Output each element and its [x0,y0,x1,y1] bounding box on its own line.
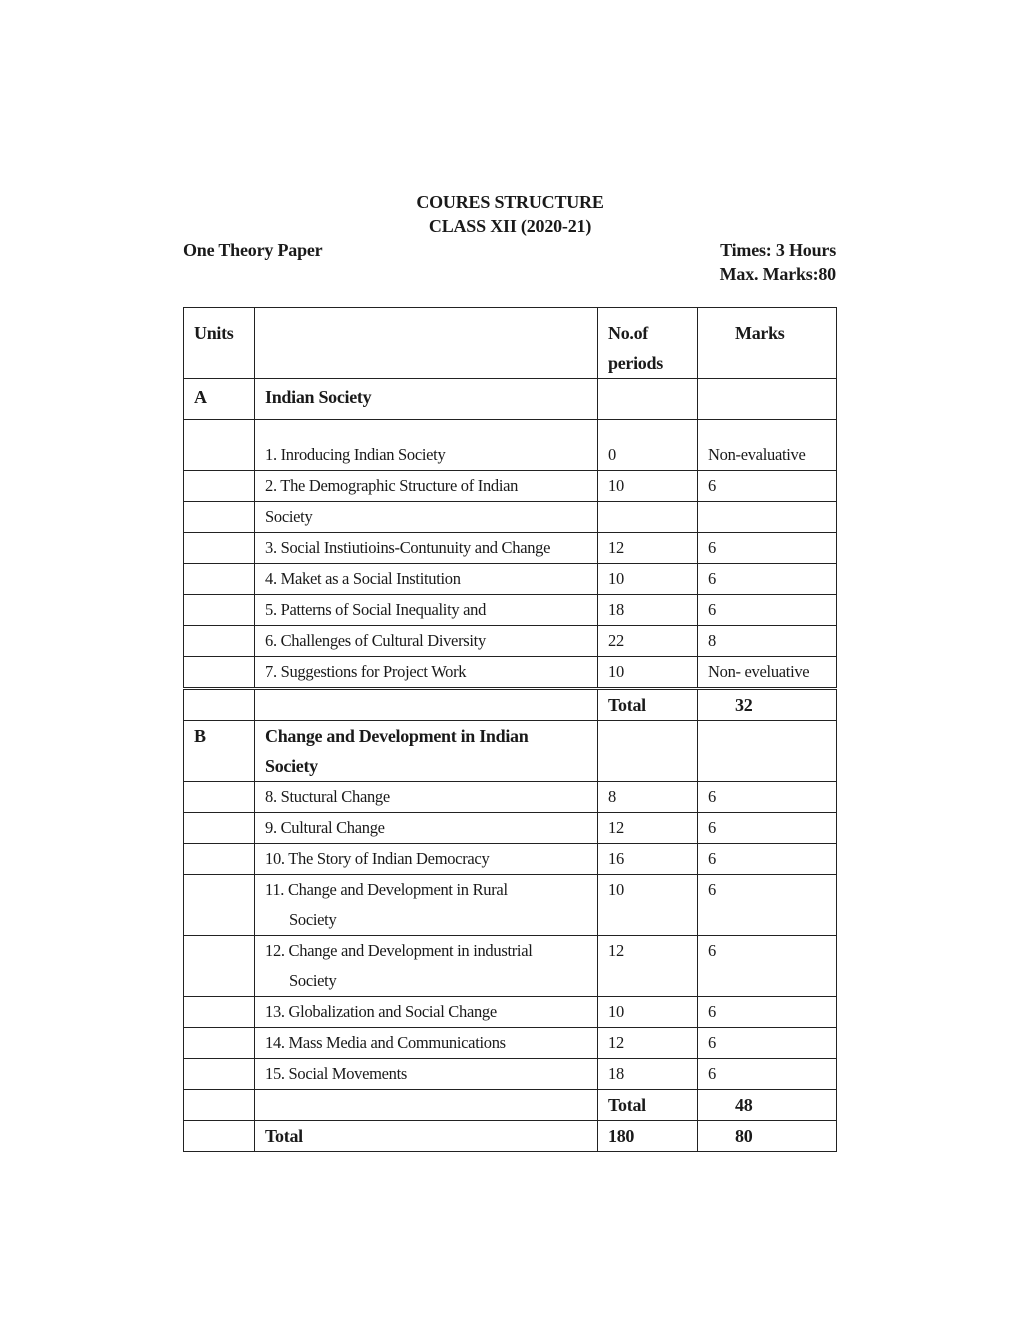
periods-cell: 12 [598,533,698,564]
periods-cell: 12 [598,813,698,844]
table-row [184,564,837,595]
topic-line1: 12. Change and Development in industrial [265,941,533,960]
topic-cell: 6. Challenges of Cultural Diversity [255,626,598,657]
unit-b-code: B [184,721,255,782]
table-header-row [184,308,837,379]
table-row [184,502,837,533]
topic-cell: 1. Inroducing Indian Society [255,420,598,471]
topic-cell: 2. The Demographic Structure of Indian [255,471,598,502]
periods-cell: 10 [598,875,698,936]
header-marks: Marks [698,308,837,379]
table-row [184,471,837,502]
marks-cell: 6 [698,1028,837,1059]
table-row [184,595,837,626]
unit-b-title-line1: Change and Development in Indian [265,726,529,746]
grand-total-marks: 80 [698,1121,837,1152]
topic-cell: 15. Social Movements [255,1059,598,1090]
unit-a-total-marks: 32 [698,689,837,721]
max-marks-label: Max. Marks:80 [719,264,836,284]
unit-b-title [255,721,598,782]
topic-cell: 4. Maket as a Social Institution [255,564,598,595]
marks-cell: 6 [698,564,837,595]
table-row [184,875,837,936]
table-row [184,533,837,564]
topic-line2: Society [289,910,337,929]
marks-cell: 6 [698,1059,837,1090]
header-periods-line1: No.of [608,323,648,343]
periods-cell: 18 [598,1059,698,1090]
unit-b-total-label: Total [598,1090,698,1121]
periods-cell: 8 [598,782,698,813]
periods-cell: 0 [598,420,698,471]
marks-cell: 6 [698,844,837,875]
topic-cell: 3. Social Instiutioins-Contunuity and Change [255,533,598,564]
marks-cell: Non-evaluative [698,420,837,471]
document-subtitle: CLASS XII (2020-21) [428,216,592,236]
table-row [184,420,837,471]
paper-label: One Theory Paper [183,240,323,260]
periods-cell: 12 [598,1028,698,1059]
topic-cell-continued: Society [255,502,598,533]
topic-cell: 14. Mass Media and Communications [255,1028,598,1059]
topic-cell: 5. Patterns of Social Inequality and [255,595,598,626]
marks-cell: 8 [698,626,837,657]
header-topic [255,308,598,379]
marks-cell: 6 [698,533,837,564]
grand-total-label: Total [255,1121,598,1152]
marks-cell: 6 [698,813,837,844]
topic-cell: 10. The Story of Indian Democracy [255,844,598,875]
time-label: Times: 3 Hours [720,240,836,260]
header-periods [598,308,698,379]
unit-b-row [184,721,837,782]
table-row [184,782,837,813]
topic-cell: 13. Globalization and Social Change [255,997,598,1028]
grand-total-row [184,1121,837,1152]
periods-cell: 12 [598,936,698,997]
topic-cell [255,875,598,936]
periods-cell: 10 [598,471,698,502]
unit-a-total-label: Total [598,689,698,721]
topic-cell: 7. Suggestions for Project Work [255,657,598,689]
table-row [184,844,837,875]
unit-b-title-line2: Society [265,756,318,776]
table-row [184,1059,837,1090]
unit-a-row [184,379,837,420]
periods-cell: 16 [598,844,698,875]
topic-cell: 8. Stuctural Change [255,782,598,813]
table-row [184,813,837,844]
periods-cell: 18 [598,595,698,626]
marks-cell: 6 [698,875,837,936]
unit-a-total-row [184,689,837,721]
topic-cell: 9. Cultural Change [255,813,598,844]
topic-line1: 11. Change and Development in Rural [265,880,508,899]
header-units: Units [184,308,255,379]
header-periods-line2: periods [608,353,663,373]
periods-cell: 22 [598,626,698,657]
document-title: COURES STRUCTURE [416,192,604,212]
unit-b-total-row [184,1090,837,1121]
marks-cell: 6 [698,782,837,813]
topic-line2: Society [289,971,337,990]
table-row [184,936,837,997]
marks-cell: 6 [698,936,837,997]
marks-cell: 6 [698,997,837,1028]
unit-b-total-marks: 48 [698,1090,837,1121]
periods-cell: 10 [598,657,698,689]
marks-cell: 6 [698,595,837,626]
table-row [184,657,837,689]
marks-cell: Non- eveluative [698,657,837,689]
course-structure-table [183,307,837,1152]
table-row [184,1028,837,1059]
topic-cell [255,936,598,997]
periods-cell: 10 [598,997,698,1028]
periods-cell: 10 [598,564,698,595]
grand-total-periods: 180 [598,1121,698,1152]
unit-a-code: A [184,379,255,420]
marks-cell: 6 [698,471,837,502]
unit-a-title: Indian Society [255,379,598,420]
table-row [184,626,837,657]
table-row [184,997,837,1028]
